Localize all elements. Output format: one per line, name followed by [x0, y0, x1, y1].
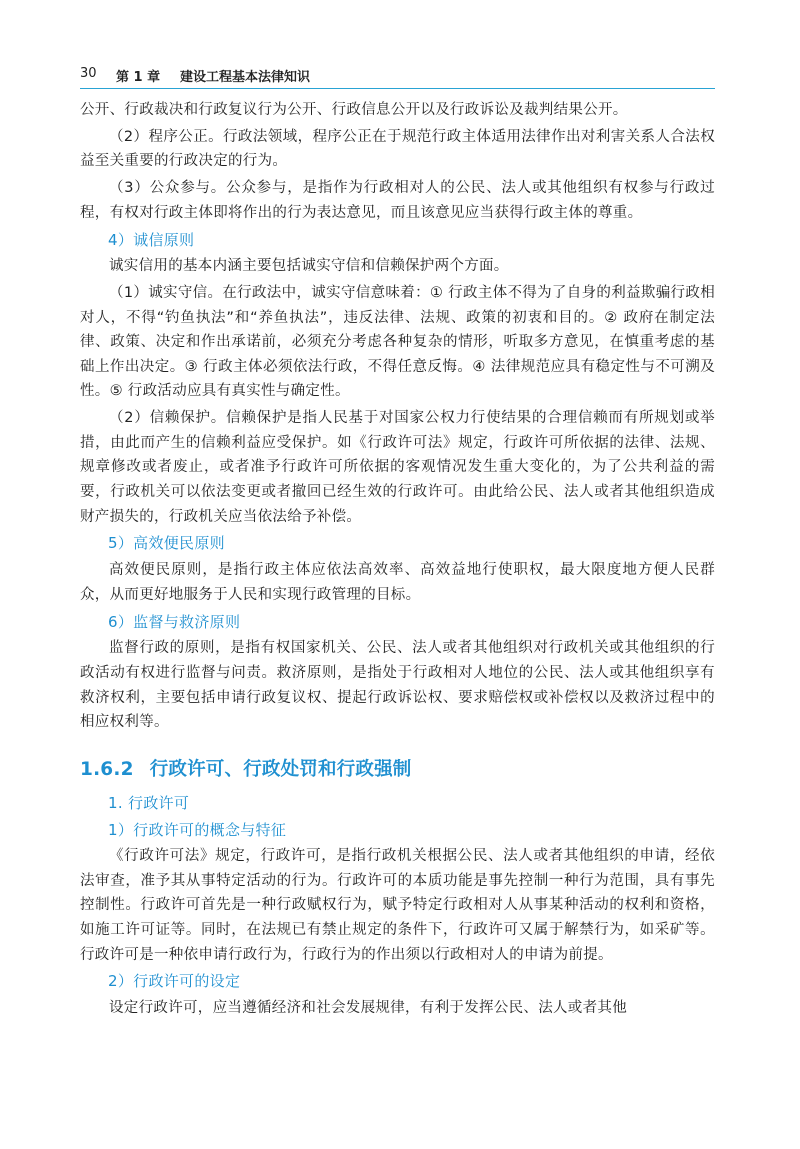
- section-heading: [80, 755, 715, 781]
- subheading: 2）行政许可的设定: [108, 972, 241, 991]
- subheading: 5）高效便民原则: [108, 534, 225, 553]
- subheading: 6）监督与救济原则: [108, 612, 241, 631]
- paragraph: （2）程序公正。行政法领域，程序公正在于规范行政主体适用法律作出对利害关系人合法权益至关重要的行政决定的行为。: [80, 128, 715, 170]
- page-body: [80, 98, 715, 1023]
- chapter-title: 建设工程基本法律知识: [180, 70, 311, 85]
- paragraph: （3）公众参与。公众参与，是指作为行政相对人的公民、法人或其他组织有权参与行政过程，有权对行政主体即将作出的行为表达意见，而且该意见应当获得行政主体的尊重。: [80, 180, 715, 221]
- section-title: 行政许可、行政处罚和行政强制: [149, 758, 412, 780]
- paragraph: 公开、行政裁决和行政复议行为公开、行政信息公开以及行政诉讼及裁判结果公开。: [80, 102, 628, 118]
- section-number: 1.6.2: [80, 758, 134, 780]
- header-rule: [80, 88, 715, 90]
- paragraph: 《行政许可法》规定，行政许可，是指行政机关根据公民、法人或者其他组织的申请，经依法审查，准予其从事特定活动的行为。行政许可的本质功能是事先控制一种行为范围，具有事先控制性。行政许可首先是一种行政赋权行为，赋予特定行政相对人从事某种活动的权利和资格，如施工许可证等。同时，在法规已有禁止规定的条件下，行政许可又属于解禁行为，如采矿等。行政许可是一种依申请行政行为，行政行为的作出须以行政相对人的申请为前提。: [80, 848, 715, 963]
- subheading: 1. 行政许可: [108, 793, 190, 812]
- paragraph: （2）信赖保护。信赖保护是指人民基于对国家公权力行使结果的合理信赖而有所规划或举措，由此而产生的信赖利益应受保护。如《行政许可法》规定，行政许可所依据的法律、法规、规章修改或者废止，或者准予行政许可所依据的客观情况发生重大变化的，为了公共利益的需要，行政机关可以依法变更或者撤回已经生效的行政许可。由此给公民、法人或者其他组织造成财产损失的，行政机关应当依法给予补偿。: [80, 410, 715, 525]
- subheading: 1）行政许可的概念与特征: [108, 820, 287, 839]
- chapter-label: 第 1 章: [116, 70, 161, 85]
- page-number: 30: [80, 66, 97, 81]
- running-header: [80, 66, 715, 90]
- paragraph: 诚实信用的基本内涵主要包括诚实守信和信赖保护两个方面。: [109, 258, 509, 275]
- paragraph: 高效便民原则，是指行政主体应依法高效率、高效益地行使职权，最大限度地方便人民群众，从而更好地服务于人民和实现行政管理的目标。: [80, 562, 715, 603]
- paragraph: 监督行政的原则，是指有权国家机关、公民、法人或者其他组织对行政机关或其他组织的行政活动有权进行监督与问责。救济原则，是指处于行政相对人地位的公民、法人或其他组织享有救济权利，主要包括申请行政复议权、提起行政诉讼权、要求赔偿权或补偿权以及救济过程中的相应权利等。: [80, 640, 715, 731]
- paragraph: （1）诚实守信。在行政法中，诚实守信意味着：① 行政主体不得为了自身的利益欺骗行政相对人，不得“钓鱼执法”和“养鱼执法”，违反法律、法规、政策的初衷和目的。② 政府在制定法律、政策、决定和作出承诺前，必须充分考虑各种复杂的情形，听取多方意见，在慎重考虑的基础上作出决定。③ 行政主体必须依法行政，不得任意反悔。④ 法律规范应具有稳定性与不可溯及性。⑤ 行政活动应具有真实性与确定性。: [80, 285, 715, 400]
- paragraph: 设定行政许可，应当遵循经济和社会发展规律，有利于发挥公民、法人或者其他: [109, 1000, 627, 1017]
- subheading: 4）诚信原则: [108, 230, 195, 249]
